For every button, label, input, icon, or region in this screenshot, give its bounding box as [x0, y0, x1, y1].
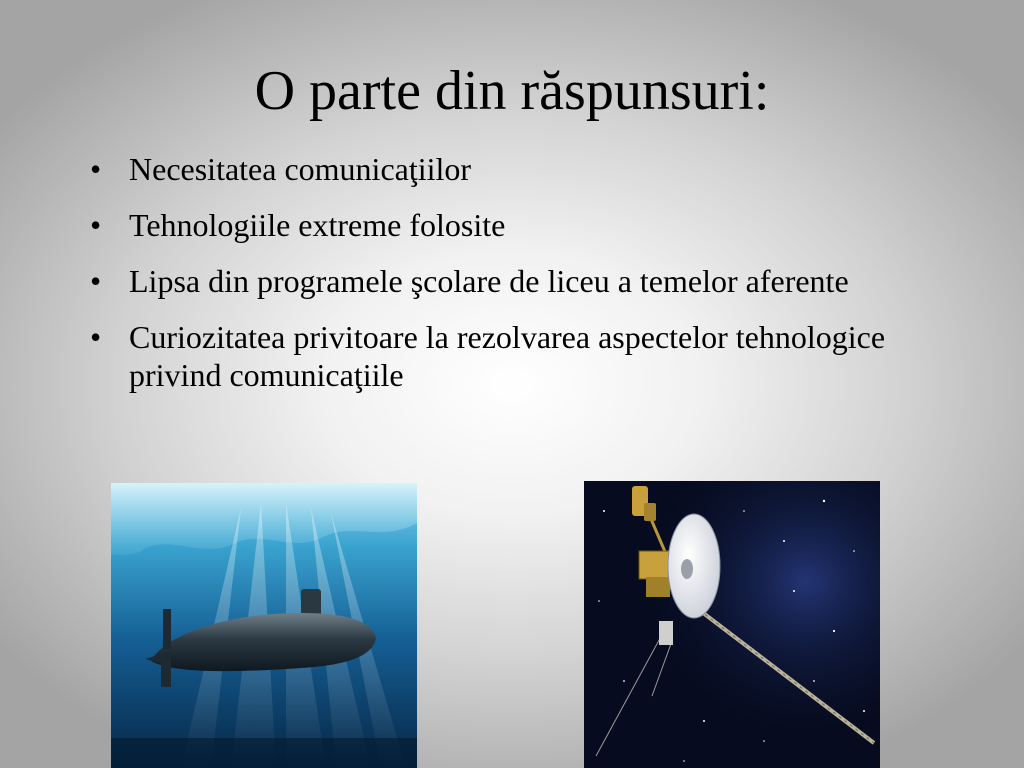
submarine-image — [111, 483, 417, 768]
bullet-item — [88, 318, 908, 394]
bullet-marker: • — [90, 151, 102, 187]
space-probe-image — [584, 481, 880, 768]
bullet-item — [88, 206, 908, 244]
bullet-text: Tehnologiile extreme folosite — [129, 207, 506, 243]
bullet-marker: • — [90, 207, 102, 243]
bullet-marker: • — [90, 319, 102, 355]
bullet-marker: • — [90, 263, 102, 299]
bullet-text: Curiozitatea privitoare la rezolvarea aspectelor tehnologice privind comunicaţiile — [129, 319, 886, 393]
bullet-text: Lipsa din programele şcolare de liceu a temelor aferente — [129, 263, 849, 299]
bullet-item — [88, 150, 908, 188]
bullet-text: Necesitatea comunicaţiilor — [129, 151, 472, 187]
bullet-item — [88, 262, 908, 300]
bullet-list — [88, 150, 908, 412]
slide-title: O parte din răspunsuri: — [254, 60, 770, 122]
